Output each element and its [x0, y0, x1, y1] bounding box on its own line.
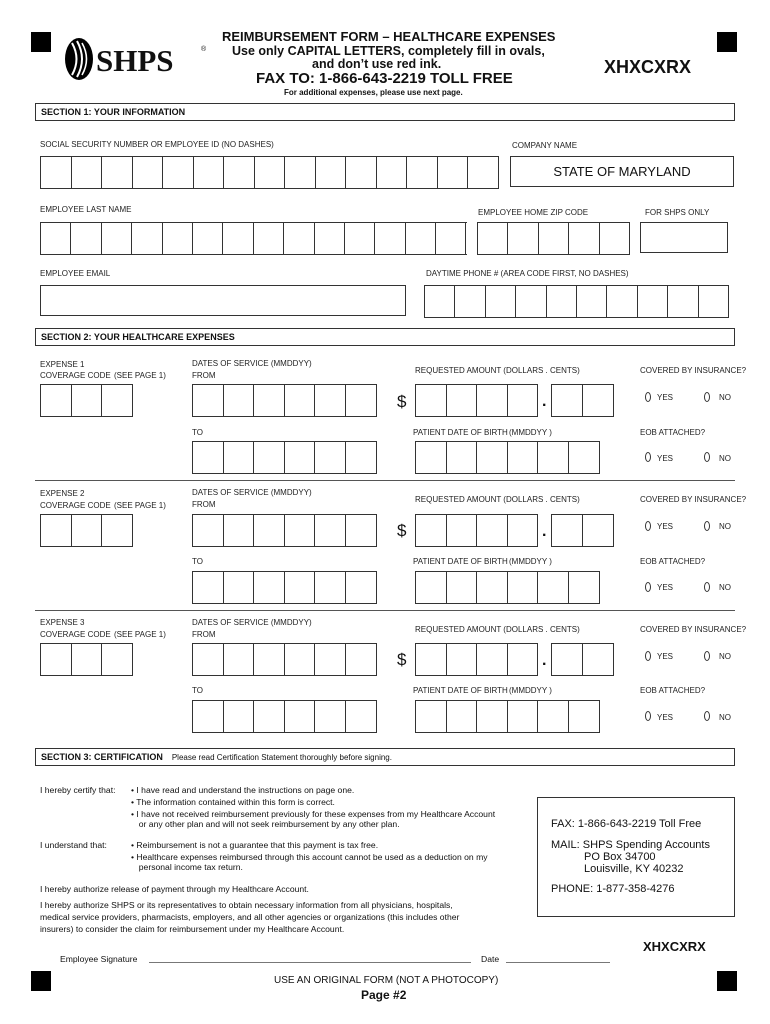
contact-mail-line-1: MAIL: SHPS Spending Accounts [551, 839, 710, 851]
signature-label: Employee Signature [60, 954, 138, 964]
section-2-header [35, 328, 735, 346]
yes-label: YES [657, 713, 674, 722]
no-label: NO [719, 652, 731, 661]
understand-item: personal income tax return. [134, 862, 243, 872]
last-name-label: EMPLOYEE LAST NAME [40, 205, 132, 214]
expense-3-patient-dob-input[interactable] [415, 700, 600, 733]
covered-by-insurance-label: COVERED BY INSURANCE? [640, 625, 747, 634]
phone-input[interactable] [424, 285, 729, 318]
ssn-input[interactable] [40, 156, 499, 189]
registration-mark-bottom-left [31, 971, 51, 991]
last-name-input[interactable] [40, 222, 467, 255]
yes-label: YES [657, 454, 674, 463]
dob-format-label: (MMDDYY ) [509, 428, 552, 437]
understand-item: • Healthcare expenses reimbursed through this account cannot be used as a deduction on my [131, 852, 488, 862]
expense-1-cents-input[interactable] [551, 384, 614, 417]
decimal-point: . [542, 523, 547, 540]
certify-label: I hereby certify that: [40, 785, 116, 795]
no-label: NO [719, 393, 731, 402]
registration-mark-top-left [31, 32, 51, 52]
signature-line[interactable] [149, 962, 471, 963]
patient-dob-label: PATIENT DATE OF BIRTH [413, 557, 508, 566]
email-label: EMPLOYEE EMAIL [40, 269, 111, 278]
authorize-shps-text: medical service providers, pharmacists, employers, and all other agencies or organizations (this includes other [40, 912, 460, 922]
from-label: FROM [192, 371, 216, 380]
to-label: TO [192, 686, 203, 695]
understand-label: I understand that: [40, 840, 107, 850]
instruction-line-1: Use only CAPITAL LETTERS, completely fill in ovals, [232, 44, 545, 58]
page-number: Page #2 [361, 988, 407, 1002]
expense-2-to-date-input[interactable] [192, 571, 377, 604]
divider [35, 610, 735, 611]
expense-2-label: EXPENSE 2 [40, 489, 85, 498]
expense-2-eob-no-radio[interactable] [704, 582, 710, 592]
no-label: NO [719, 713, 731, 722]
requested-amount-label: REQUESTED AMOUNT (DOLLARS . CENTS) [415, 625, 580, 634]
section-1-title: SECTION 1: YOUR INFORMATION [41, 107, 186, 117]
footer-form-code: XHXCXRX [643, 939, 706, 954]
expense-2-from-date-input[interactable] [192, 514, 377, 547]
dollar-sign: $ [397, 650, 407, 669]
certify-item: • The information contained within this form is correct. [131, 797, 335, 807]
ssn-label: SOCIAL SECURITY NUMBER OR EMPLOYEE ID (NO DASHES) [40, 140, 274, 149]
expense-3-to-date-input[interactable] [192, 700, 377, 733]
no-label: NO [719, 454, 731, 463]
authorize-release-text: I hereby authorize release of payment through my Healthcare Account. [40, 884, 309, 894]
company-name-label: COMPANY NAME [512, 141, 578, 150]
dollar-sign: $ [397, 392, 407, 411]
section-3-header [35, 748, 735, 766]
coverage-code-label: COVERAGE CODE [40, 371, 111, 380]
see-page-label: (SEE PAGE 1) [114, 371, 166, 380]
dates-of-service-label: DATES OF SERVICE (MMDDYY) [192, 618, 312, 627]
instruction-line-2: and don’t use red ink. [312, 57, 442, 71]
from-label: FROM [192, 630, 216, 639]
additional-note: For additional expenses, please use next page. [284, 88, 463, 97]
no-label: NO [719, 522, 731, 531]
email-input[interactable] [40, 285, 406, 316]
dates-of-service-label: DATES OF SERVICE (MMDDYY) [192, 488, 312, 497]
registration-mark-top-right [717, 32, 737, 52]
expense-1-eob-no-radio[interactable] [704, 452, 710, 462]
expense-3-cents-input[interactable] [551, 643, 614, 676]
shps-only-field [640, 222, 728, 253]
yes-label: YES [657, 522, 674, 531]
eob-attached-label: EOB ATTACHED? [640, 428, 706, 437]
contact-phone: PHONE: 1-877-358-4276 [551, 883, 675, 895]
expense-1-eob-yes-radio[interactable] [645, 452, 651, 462]
yes-label: YES [657, 652, 674, 661]
registration-mark-bottom-right [717, 971, 737, 991]
dob-format-label: (MMDDYY ) [509, 686, 552, 695]
phone-label: DAYTIME PHONE # (AREA CODE FIRST, NO DASHES) [426, 269, 629, 278]
requested-amount-label: REQUESTED AMOUNT (DOLLARS . CENTS) [415, 495, 580, 504]
shps-logo-icon [64, 37, 94, 81]
company-name-field[interactable] [510, 156, 734, 187]
expense-2-eob-yes-radio[interactable] [645, 582, 651, 592]
eob-attached-label: EOB ATTACHED? [640, 557, 706, 566]
dates-of-service-label: DATES OF SERVICE (MMDDYY) [192, 359, 312, 368]
expense-3-eob-no-radio[interactable] [704, 711, 710, 721]
section-3-title: SECTION 3: CERTIFICATION [41, 752, 163, 762]
expense-3-from-date-input[interactable] [192, 643, 377, 676]
section-2-title: SECTION 2: YOUR HEALTHCARE EXPENSES [41, 332, 235, 342]
expense-3-coverage-code-input[interactable] [40, 643, 133, 676]
certify-item: • I have read and understand the instructions on page one. [131, 785, 355, 795]
coverage-code-label: COVERAGE CODE [40, 501, 111, 510]
expense-3-dollars-input[interactable] [415, 643, 538, 676]
expense-2-cents-input[interactable] [551, 514, 614, 547]
to-label: TO [192, 428, 203, 437]
yes-label: YES [657, 583, 674, 592]
understand-item: • Reimbursement is not a guarantee that this payment is tax free. [131, 840, 379, 850]
contact-box [537, 797, 735, 917]
company-name-value: STATE OF MARYLAND [553, 164, 691, 179]
certify-item: • I have not received reimbursement previously for these expenses from my Healthcare Account [131, 809, 496, 819]
patient-dob-label: PATIENT DATE OF BIRTH [413, 428, 508, 437]
from-label: FROM [192, 500, 216, 509]
authorize-shps-text: I hereby authorize SHPS or its representatives to obtain necessary information from all physicians, hospitals, [40, 900, 453, 910]
section-3-subtitle: Please read Certification Statement thoroughly before signing. [171, 752, 392, 762]
decimal-point: . [542, 652, 547, 669]
expense-1-label: EXPENSE 1 [40, 360, 85, 369]
date-label: Date [481, 954, 500, 964]
contact-mail-line-2: PO Box 34700 [584, 851, 656, 863]
dollar-sign: $ [397, 521, 407, 540]
coverage-code-label: COVERAGE CODE [40, 630, 111, 639]
fax-to: FAX TO: 1-866-643-2219 TOLL FREE [256, 70, 513, 87]
expense-2-covered-no-radio[interactable] [704, 521, 710, 531]
patient-dob-label: PATIENT DATE OF BIRTH [413, 686, 508, 695]
expense-3-covered-no-radio[interactable] [704, 651, 710, 661]
expense-2-coverage-code-input[interactable] [40, 514, 133, 547]
covered-by-insurance-label: COVERED BY INSURANCE? [640, 366, 747, 375]
contact-fax: FAX: 1-866-643-2219 Toll Free [551, 818, 702, 830]
zip-input[interactable] [477, 222, 630, 255]
form-code: XHXCXRX [604, 57, 692, 77]
expense-1-coverage-code-input[interactable] [40, 384, 133, 417]
expense-1-covered-yes-radio[interactable] [645, 392, 651, 402]
registered-mark: ® [201, 46, 207, 53]
covered-by-insurance-label: COVERED BY INSURANCE? [640, 495, 747, 504]
expense-3-label: EXPENSE 3 [40, 618, 85, 627]
authorize-shps-text: insurers) to consider the claim for reimbursement under my Healthcare Account. [40, 924, 345, 934]
no-label: NO [719, 583, 731, 592]
expense-1-patient-dob-input[interactable] [415, 441, 600, 474]
expense-3-covered-yes-radio[interactable] [645, 651, 651, 661]
see-page-label: (SEE PAGE 1) [114, 630, 166, 639]
date-line[interactable] [506, 962, 610, 963]
form-title: REIMBURSEMENT FORM – HEALTHCARE EXPENSES [222, 29, 556, 44]
expense-2-patient-dob-input[interactable] [415, 571, 600, 604]
decimal-point: . [542, 393, 547, 410]
section-1-header [35, 103, 735, 121]
expense-1-covered-no-radio[interactable] [704, 392, 710, 402]
expense-2-covered-yes-radio[interactable] [645, 521, 651, 531]
certify-item: or any other plan and will not seek reimbursement by any other plan. [134, 819, 400, 829]
zip-label: EMPLOYEE HOME ZIP CODE [478, 208, 589, 217]
eob-attached-label: EOB ATTACHED? [640, 686, 706, 695]
contact-mail-line-3: Louisville, KY 40232 [584, 863, 684, 875]
expense-1-to-date-input[interactable] [192, 441, 377, 474]
expense-1-dollars-input[interactable] [415, 384, 538, 417]
expense-3-eob-yes-radio[interactable] [645, 711, 651, 721]
requested-amount-label: REQUESTED AMOUNT (DOLLARS . CENTS) [415, 366, 580, 375]
divider [35, 480, 735, 481]
dob-format-label: (MMDDYY ) [509, 557, 552, 566]
see-page-label: (SEE PAGE 1) [114, 501, 166, 510]
expense-2-dollars-input[interactable] [415, 514, 538, 547]
shps-logo-text: SHPS [96, 43, 174, 78]
to-label: TO [192, 557, 203, 566]
original-form-note: USE AN ORIGINAL FORM (NOT A PHOTOCOPY) [274, 975, 499, 986]
expense-1-from-date-input[interactable] [192, 384, 377, 417]
yes-label: YES [657, 393, 674, 402]
for-shps-only-label: FOR SHPS ONLY [645, 208, 710, 217]
